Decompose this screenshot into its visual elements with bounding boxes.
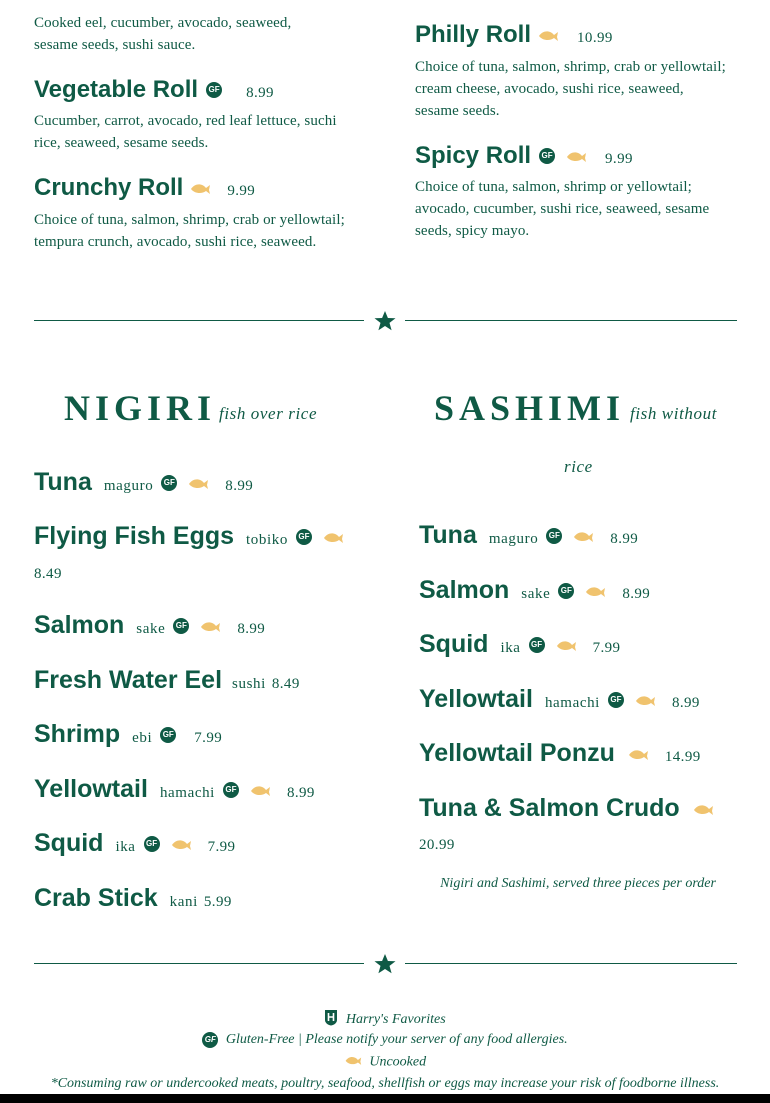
nigiri-item-price: 8.99 [225, 478, 254, 494]
roll-spicy-price: 9.99 [605, 151, 633, 167]
sashimi-subtitle-line1: fish without [630, 404, 718, 423]
nigiri-item-name: Fresh Water Eel [34, 666, 223, 694]
roll-vegetable-desc: Cucumber, carrot, avocado, red leaf lettuce, suchi rice, seaweed, sesame seeds. [34, 113, 337, 151]
nigiri-item-price: 8.99 [286, 785, 315, 801]
nigiri-item-price: 8.99 [237, 621, 266, 637]
gf-icon: GF [558, 583, 574, 599]
sashimi-item-japanese: sake [521, 586, 551, 602]
sashimi-item-price: 8.99 [671, 695, 700, 711]
sashimi-item-name: Salmon [419, 576, 510, 604]
section-divider [34, 310, 737, 332]
nigiri-item-crab-stick [34, 886, 232, 911]
nigiri-subtitle: fish over rice [219, 404, 318, 423]
sashimi-note: Nigiri and Sashimi, served three pieces per order [440, 876, 716, 891]
sashimi-item-price: 7.99 [592, 640, 621, 656]
uncooked-icon [187, 476, 209, 490]
nigiri-item-japanese: sake [136, 621, 166, 637]
sashimi-item-name: Squid [419, 630, 489, 658]
section-divider [34, 953, 737, 975]
sashimi-item-price: 8.99 [610, 531, 639, 547]
nigiri-item-squid [34, 831, 235, 856]
legend-gluten-free-text: Gluten-Free | Please notify your server of any food allergies. [225, 1032, 568, 1048]
gf-icon: GF [206, 82, 222, 98]
roll-philly-name: Philly Roll [415, 21, 532, 48]
sashimi-item-name: Yellowtail Ponzu [419, 739, 615, 767]
sashimi-item-name: Tuna & Salmon Crudo [419, 794, 680, 822]
legend-favorites [0, 1009, 770, 1031]
uncooked-icon [584, 584, 606, 598]
sashimi-item-price: 8.99 [622, 586, 651, 602]
nigiri-item-japanese: maguro [103, 478, 154, 494]
nigiri-item-japanese: ebi [132, 730, 153, 746]
roll-philly-price: 10.99 [577, 30, 613, 46]
nigiri-item-japanese: ika [115, 839, 136, 855]
roll-vegetable [34, 78, 274, 102]
uncooked-icon [572, 529, 594, 543]
legend-gluten-free [0, 1032, 770, 1048]
nigiri-item-name: Squid [34, 829, 104, 857]
roll-vegetable-name: Vegetable Roll [34, 76, 199, 103]
uncooked-icon [322, 530, 344, 544]
nigiri-item-name: Salmon [34, 611, 125, 639]
nigiri-title: NIGIRI [64, 388, 217, 428]
uncooked-icon [627, 747, 649, 761]
nigiri-item-name: Crab Stick [34, 884, 158, 912]
sashimi-item-price: 14.99 [664, 749, 701, 765]
legend-uncooked [0, 1054, 770, 1071]
roll-spicy-desc: Choice of tuna, salmon, shrimp or yellowtail; avocado, cucumber, sushi rice, seaweed, sesame seeds, spicy mayo. [415, 179, 710, 239]
legend-favorites-text: Harry's Favorites [345, 1012, 446, 1028]
uncooked-icon [170, 837, 192, 851]
nigiri-item-yellowtail [34, 777, 315, 802]
page-bottom-edge [0, 1094, 770, 1103]
nigiri-item-japanese: kani [169, 894, 198, 910]
sashimi-item-yellowtail-ponzu [419, 741, 701, 766]
gf-icon: GF [223, 782, 239, 798]
uncooked-icon [565, 149, 587, 163]
nigiri-item-name: Tuna [34, 468, 92, 496]
nigiri-item-shrimp [34, 722, 222, 747]
nigiri-item-price: 7.99 [207, 839, 236, 855]
nigiri-item-japanese: tobiko [246, 532, 288, 548]
roll-vegetable-price: 8.99 [246, 85, 274, 101]
gf-icon: GF [546, 528, 562, 544]
gf-icon: GF [529, 637, 545, 653]
uncooked-icon [537, 28, 559, 42]
sashimi-item-salmon [419, 578, 650, 603]
sashimi-item-name: Yellowtail [419, 685, 533, 713]
fish-icon [344, 1054, 362, 1071]
roll-crunchy [34, 176, 255, 200]
uncooked-icon [189, 181, 211, 195]
uncooked-icon [555, 638, 577, 652]
sashimi-item-name: Tuna [419, 521, 477, 549]
sashimi-item-japanese: maguro [488, 531, 539, 547]
nigiri-item-price: 7.99 [194, 730, 223, 746]
nigiri-item-name: Shrimp [34, 720, 121, 748]
roll-left-0-desc: Cooked eel, cucumber, avocado, seaweed, sesame seeds, sushi sauce. [34, 15, 292, 53]
sashimi-item-yellowtail [419, 687, 700, 712]
sashimi-item-tuna-salmon-crudo [419, 796, 714, 821]
sashimi-subtitle-line2: rice [564, 457, 593, 476]
legend-uncooked-text: Uncooked [369, 1054, 427, 1070]
uncooked-icon [199, 619, 221, 633]
sashimi-item-japanese: ika [500, 640, 521, 656]
sashimi-title: SASHIMI [434, 388, 626, 428]
sashimi-item-tuna [419, 523, 638, 548]
uncooked-icon [692, 802, 714, 816]
star-icon [373, 310, 397, 332]
nigiri-item-fresh-water-eel [34, 668, 300, 693]
sashimi-item-japanese: hamachi [544, 695, 600, 711]
sashimi-item-price: 20.99 [419, 837, 455, 853]
roll-crunchy-desc: Choice of tuna, salmon, shrimp, crab or yellowtail; tempura crunch, avocado, sushi rice, seaweed. [34, 212, 345, 250]
nigiri-item-name: Yellowtail [34, 775, 148, 803]
nigiri-item-price: 8.49 [34, 566, 62, 582]
gf-icon: GF [161, 475, 177, 491]
gf-icon: GF [144, 836, 160, 852]
nigiri-item-salmon [34, 613, 265, 638]
nigiri-item-price: 5.99 [203, 894, 232, 910]
gf-icon: GF [160, 727, 176, 743]
legend-warning: *Consuming raw or undercooked meats, poultry, seafood, shellfish or eggs may increase your risk of foodborne illness. [50, 1076, 720, 1091]
roll-spicy-name: Spicy Roll [415, 142, 532, 169]
roll-philly-desc: Choice of tuna, salmon, shrimp, crab or yellowtail; cream cheese, avocado, sushi rice, seaweed, sesame seeds. [415, 59, 726, 119]
nigiri-item-flying-fish-eggs [34, 524, 344, 549]
uncooked-icon [634, 693, 656, 707]
star-icon [373, 953, 397, 975]
gf-icon: GF [539, 148, 555, 164]
roll-spicy [415, 144, 633, 168]
uncooked-icon [249, 783, 271, 797]
nigiri-item-tuna [34, 470, 253, 495]
gf-icon: GF [202, 1032, 218, 1048]
gf-icon: GF [296, 529, 312, 545]
gf-icon: GF [608, 692, 624, 708]
harrys-h-icon [324, 1009, 338, 1031]
roll-crunchy-price: 9.99 [227, 183, 256, 199]
roll-philly [415, 23, 613, 47]
nigiri-item-japanese: sushi [232, 676, 266, 692]
sashimi-item-squid [419, 632, 620, 657]
roll-crunchy-name: Crunchy Roll [34, 174, 184, 201]
nigiri-item-name: Flying Fish Eggs [34, 522, 235, 550]
gf-icon: GF [173, 618, 189, 634]
nigiri-item-price: 8.49 [271, 676, 300, 692]
nigiri-item-japanese: hamachi [159, 785, 215, 801]
